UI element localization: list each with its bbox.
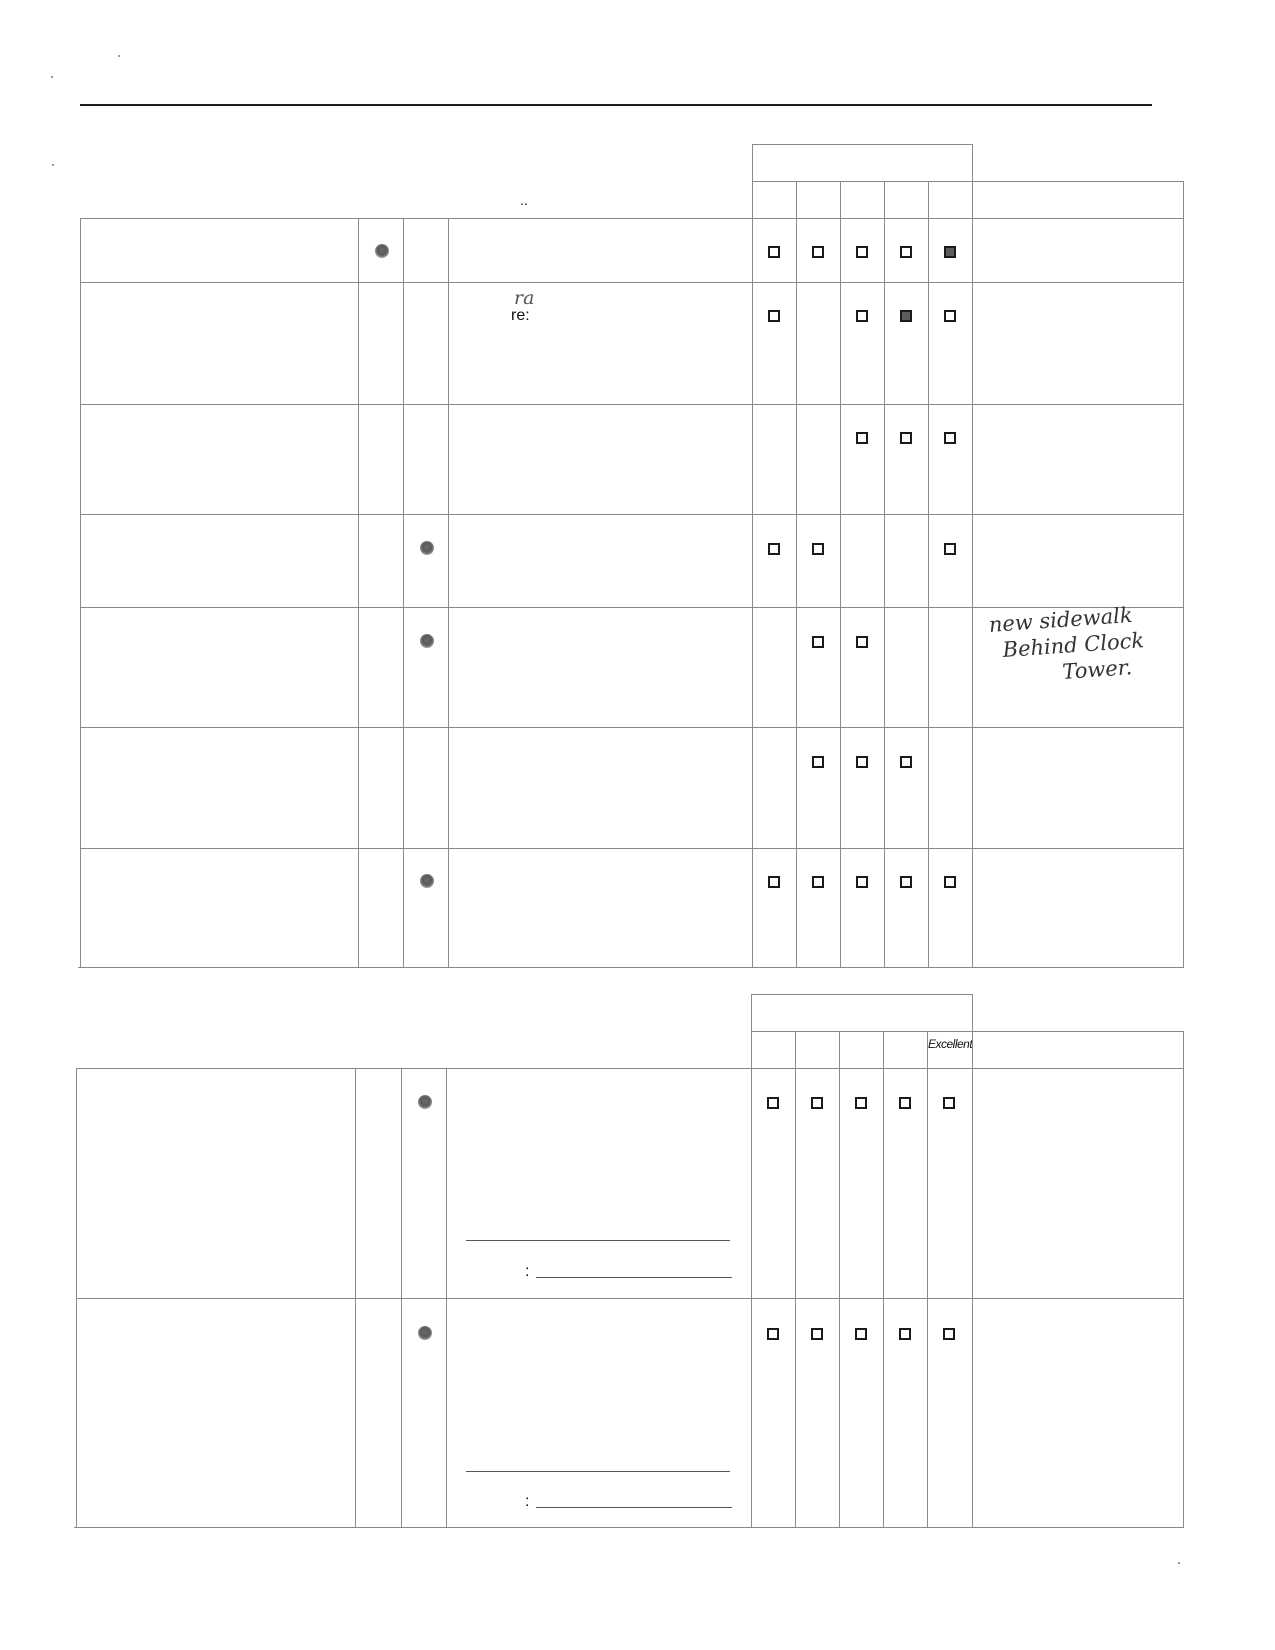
row-divider: [80, 727, 1184, 728]
col-divider: [840, 181, 841, 968]
signature-colon: :: [525, 1493, 530, 1510]
scan-speck: [52, 164, 54, 166]
col-divider: [795, 1031, 796, 1528]
rating-checkbox[interactable]: [768, 876, 780, 888]
row-divider: [80, 514, 1184, 515]
rating-checkbox[interactable]: [767, 1097, 779, 1109]
rating-checkbox[interactable]: [812, 756, 824, 768]
rating-checkbox[interactable]: [768, 543, 780, 555]
rating-checkbox[interactable]: [856, 432, 868, 444]
rating-header-excellent: Excellent: [928, 1037, 973, 1051]
rating-checkbox[interactable]: [767, 1328, 779, 1340]
table1-bottom: [78, 967, 1184, 968]
rating-checkbox[interactable]: [899, 1328, 911, 1340]
rating-header-top: [752, 181, 1184, 182]
row-divider: [80, 848, 1184, 849]
rating-group-right: [972, 994, 973, 1032]
col-divider: [972, 181, 973, 968]
col-divider: [751, 1031, 752, 1528]
col-divider: [1183, 1068, 1184, 1528]
row-prefix-label: re:: [511, 307, 530, 324]
scan-speck: [51, 76, 53, 78]
rating-header-right: [1183, 181, 1184, 219]
rating-checkbox[interactable]: [768, 310, 780, 322]
date-line[interactable]: [536, 1277, 732, 1278]
col-divider: [80, 218, 81, 968]
rating-checkbox[interactable]: [811, 1328, 823, 1340]
col-divider: [448, 218, 449, 968]
col-divider: [446, 1068, 447, 1528]
rating-checkbox[interactable]: [944, 432, 956, 444]
col-divider: [752, 181, 753, 968]
rating-header-top: [751, 1031, 1184, 1032]
rating-checkbox[interactable]: [900, 432, 912, 444]
table2-top: [76, 1068, 1184, 1069]
rating-group-top: [752, 144, 973, 145]
row-divider: [80, 404, 1184, 405]
selected-radio-dot: [420, 874, 434, 888]
rating-group-right: [972, 144, 973, 182]
selected-radio-dot: [420, 634, 434, 648]
rating-checkbox[interactable]: [943, 1097, 955, 1109]
date-line[interactable]: [536, 1507, 732, 1508]
selected-radio-dot: [420, 541, 434, 555]
rating-checkbox[interactable]: [768, 246, 780, 258]
signature-colon: :: [525, 1263, 530, 1280]
comment-line: Tower.: [1061, 655, 1133, 684]
col-divider: [884, 181, 885, 968]
row-divider: [76, 1298, 1184, 1299]
rating-checkbox[interactable]: [855, 1097, 867, 1109]
handwritten-comment: [988, 598, 1193, 690]
table2-bottom: [74, 1527, 1184, 1528]
scan-speck: [1178, 1562, 1180, 1564]
rating-checkbox[interactable]: [856, 756, 868, 768]
col-divider: [796, 181, 797, 968]
col-divider: [358, 218, 359, 968]
rating-checkbox-checked[interactable]: [944, 246, 956, 258]
rating-checkbox-checked[interactable]: [900, 310, 912, 322]
col-divider: [883, 1031, 884, 1528]
rating-checkbox[interactable]: [944, 543, 956, 555]
rating-checkbox[interactable]: [944, 310, 956, 322]
rating-checkbox[interactable]: [943, 1328, 955, 1340]
selected-radio-dot: [418, 1326, 432, 1340]
col-divider: [403, 218, 404, 968]
col-divider: [76, 1068, 77, 1528]
rating-group-top: [751, 994, 973, 995]
rating-checkbox[interactable]: [900, 876, 912, 888]
rating-checkbox[interactable]: [856, 636, 868, 648]
rating-checkbox[interactable]: [812, 246, 824, 258]
comment-line: new sidewalk: [988, 602, 1134, 637]
rating-checkbox[interactable]: [812, 876, 824, 888]
rating-checkbox[interactable]: [855, 1328, 867, 1340]
selected-radio-dot: [375, 244, 389, 258]
row-divider: [80, 607, 1184, 608]
rating-checkbox[interactable]: [811, 1097, 823, 1109]
row-divider: [80, 282, 1184, 283]
rating-checkbox[interactable]: [812, 636, 824, 648]
col-divider: [972, 1031, 973, 1528]
rating-group-left: [751, 994, 752, 1032]
rating-checkbox[interactable]: [900, 246, 912, 258]
rating-checkbox[interactable]: [812, 543, 824, 555]
selected-radio-dot: [418, 1095, 432, 1109]
table1-top: [80, 218, 1184, 219]
handwritten-mark: ra: [514, 287, 535, 309]
rating-header-right: [1183, 1031, 1184, 1069]
col-divider: [401, 1068, 402, 1528]
rating-checkbox[interactable]: [944, 876, 956, 888]
rating-checkbox[interactable]: [900, 756, 912, 768]
col-divider: [1183, 218, 1184, 968]
rating-checkbox[interactable]: [856, 876, 868, 888]
signature-line: [466, 1240, 730, 1241]
rating-checkbox[interactable]: [856, 310, 868, 322]
col-divider: [928, 181, 929, 968]
rating-checkbox[interactable]: [899, 1097, 911, 1109]
header-dots: ..: [520, 192, 528, 208]
signature-line: [466, 1471, 730, 1472]
rating-checkbox[interactable]: [856, 246, 868, 258]
col-divider: [927, 1031, 928, 1528]
col-divider: [839, 1031, 840, 1528]
col-divider: [355, 1068, 356, 1528]
rating-group-left: [752, 144, 753, 182]
header-rule: [80, 104, 1152, 106]
comment-text: [988, 598, 1193, 690]
scan-speck: [118, 55, 120, 57]
comment-line: Behind Clock: [1001, 628, 1145, 663]
